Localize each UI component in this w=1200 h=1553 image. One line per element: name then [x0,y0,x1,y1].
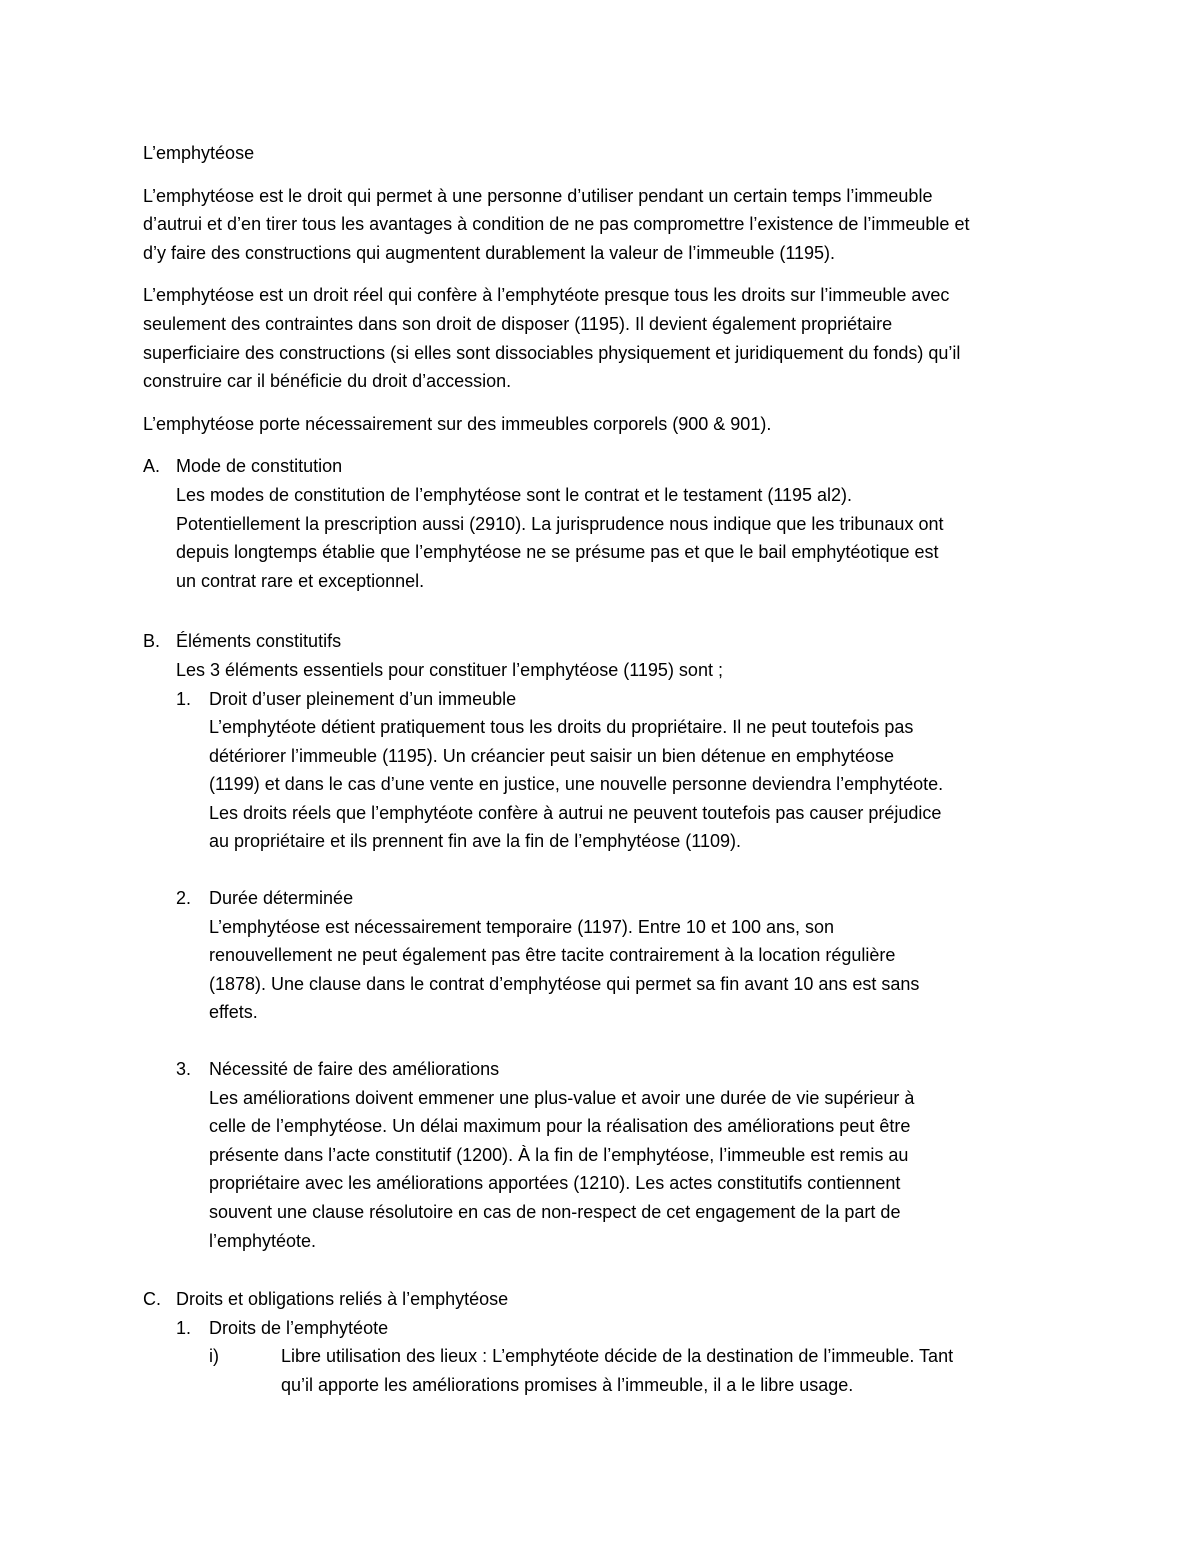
subsection-heading: Droits de l’emphytéote [209,1317,389,1338]
paragraph-line: L’emphytéose porte nécessairement sur des immeubles corporels (900 & 901). [143,413,772,434]
subsection-line: Les droits réels que l’emphytéote confère à autrui ne peuvent toutefois pas causer préjudice [209,802,942,823]
subsection-1 [176,1314,1063,1400]
roman-item-i [209,1342,1063,1399]
subsection-marker: 3. [176,1059,192,1080]
section-b [110,627,1063,1255]
subsection-line: présente dans l’acte constitutif (1200). À la fin de l’emphytéose, l’immeuble est remis au [209,1144,909,1165]
subsection-line: renouvellement ne peut également pas être tacite contrairement à la location régulière [209,945,896,966]
subsection-line: propriétaire avec les améliorations apportées (1210). Les actes constitutifs contiennent [209,1173,901,1194]
subsection-line: l’emphytéote. [209,1230,317,1251]
subsection-marker: 1. [176,1317,192,1338]
section-intro: Les 3 éléments essentiels pour constituer l’emphytéose (1195) sont ; [176,659,723,680]
roman-marker: i) [209,1346,219,1367]
subsection-marker: 1. [176,688,192,709]
paragraph-line: seulement des contraintes dans son droit de disposer (1195). Il devient également propriétaire [143,313,893,334]
section-a [110,452,1063,595]
section-line: depuis longtemps établie que l’emphytéose ne se présume pas et que le bail emphytéotique est [176,542,939,563]
paragraph-line: L’emphytéose est le droit qui permet à une personne d’utiliser pendant un certain temps l’immeuble [143,185,933,206]
subsection-1 [176,685,1063,857]
subsection-3 [176,1055,1063,1255]
section-c [110,1285,1063,1399]
section-marker: C. [143,1289,161,1310]
intro-paragraph-2 [143,281,1063,395]
paragraph-line: construire car il bénéficie du droit d’accession. [143,371,512,392]
paragraph-line: L’emphytéose est un droit réel qui confère à l’emphytéote presque tous les droits sur l’immeuble avec [143,285,950,306]
subsection-line: celle de l’emphytéose. Un délai maximum pour la réalisation des améliorations peut être [209,1116,911,1137]
subsection-line: souvent une clause résolutoire en cas de non-respect de cet engagement de la part de [209,1202,901,1222]
subsection-line: (1199) et dans le cas d’une vente en justice, une nouvelle personne deviendra l’emphytéote. [209,774,944,795]
section-marker: A. [143,456,161,477]
section-heading: Droits et obligations reliés à l’emphytéose [176,1289,509,1310]
section-heading: Éléments constitutifs [176,631,342,652]
subsection-heading: Droit d’user pleinement d’un immeuble [209,688,517,709]
subsection-line: au propriétaire et ils prennent fin ave la fin de l’emphytéose (1109). [209,831,741,852]
subsection-line: L’emphytéose est nécessairement temporaire (1197). Entre 10 et 100 ans, son [209,916,835,937]
section-line: Potentiellement la prescription aussi (2910). La jurisprudence nous indique que les tribunaux ont [176,513,944,534]
roman-line: qu’il apporte les améliorations promises à l’immeuble, il a le libre usage. [281,1374,854,1395]
intro-paragraph-1 [143,182,1063,268]
subsection-line: L’emphytéote détient pratiquement tous les droits du propriétaire. Il ne peut toutefois pas [209,717,914,738]
paragraph-line: d’autrui et d’en tirer tous les avantages à condition de ne pas compromettre l’existence de l’immeuble et [143,214,970,235]
paragraph-line: d’y faire des constructions qui augmentent durablement la valeur de l’immeuble (1195). [143,242,836,263]
section-line: un contrat rare et exceptionnel. [176,570,425,591]
roman-line: Libre utilisation des lieux : L’emphytéote décide de la destination de l’immeuble. Tant [281,1346,954,1367]
section-marker: B. [143,631,161,652]
subsection-heading: Durée déterminée [209,888,354,909]
subsection-line: effets. [209,1002,258,1023]
subsection-line: Les améliorations doivent emmener une plus-value et avoir une durée de vie supérieur à [209,1087,915,1108]
document-title: L’emphytéose [143,143,255,163]
subsection-line: détériorer l’immeuble (1195). Un créancier peut saisir un bien détenue en emphytéose [209,745,895,766]
section-heading: Mode de constitution [176,456,343,477]
section-line: Les modes de constitution de l’emphytéose sont le contrat et le testament (1195 al2). [176,484,853,505]
subsection-line: (1878). Une clause dans le contrat d’emphytéose qui permet sa fin avant 10 ans est sans [209,973,920,994]
intro-paragraph-3 [143,410,1063,439]
document-page [143,139,1063,1414]
paragraph-line: superficiaire des constructions (si elles sont dissociables physiquement et juridiquement du fonds) qu’il [143,342,961,363]
subsection-2 [176,884,1063,1027]
subsection-heading: Nécessité de faire des améliorations [209,1059,500,1080]
subsection-marker: 2. [176,888,192,909]
